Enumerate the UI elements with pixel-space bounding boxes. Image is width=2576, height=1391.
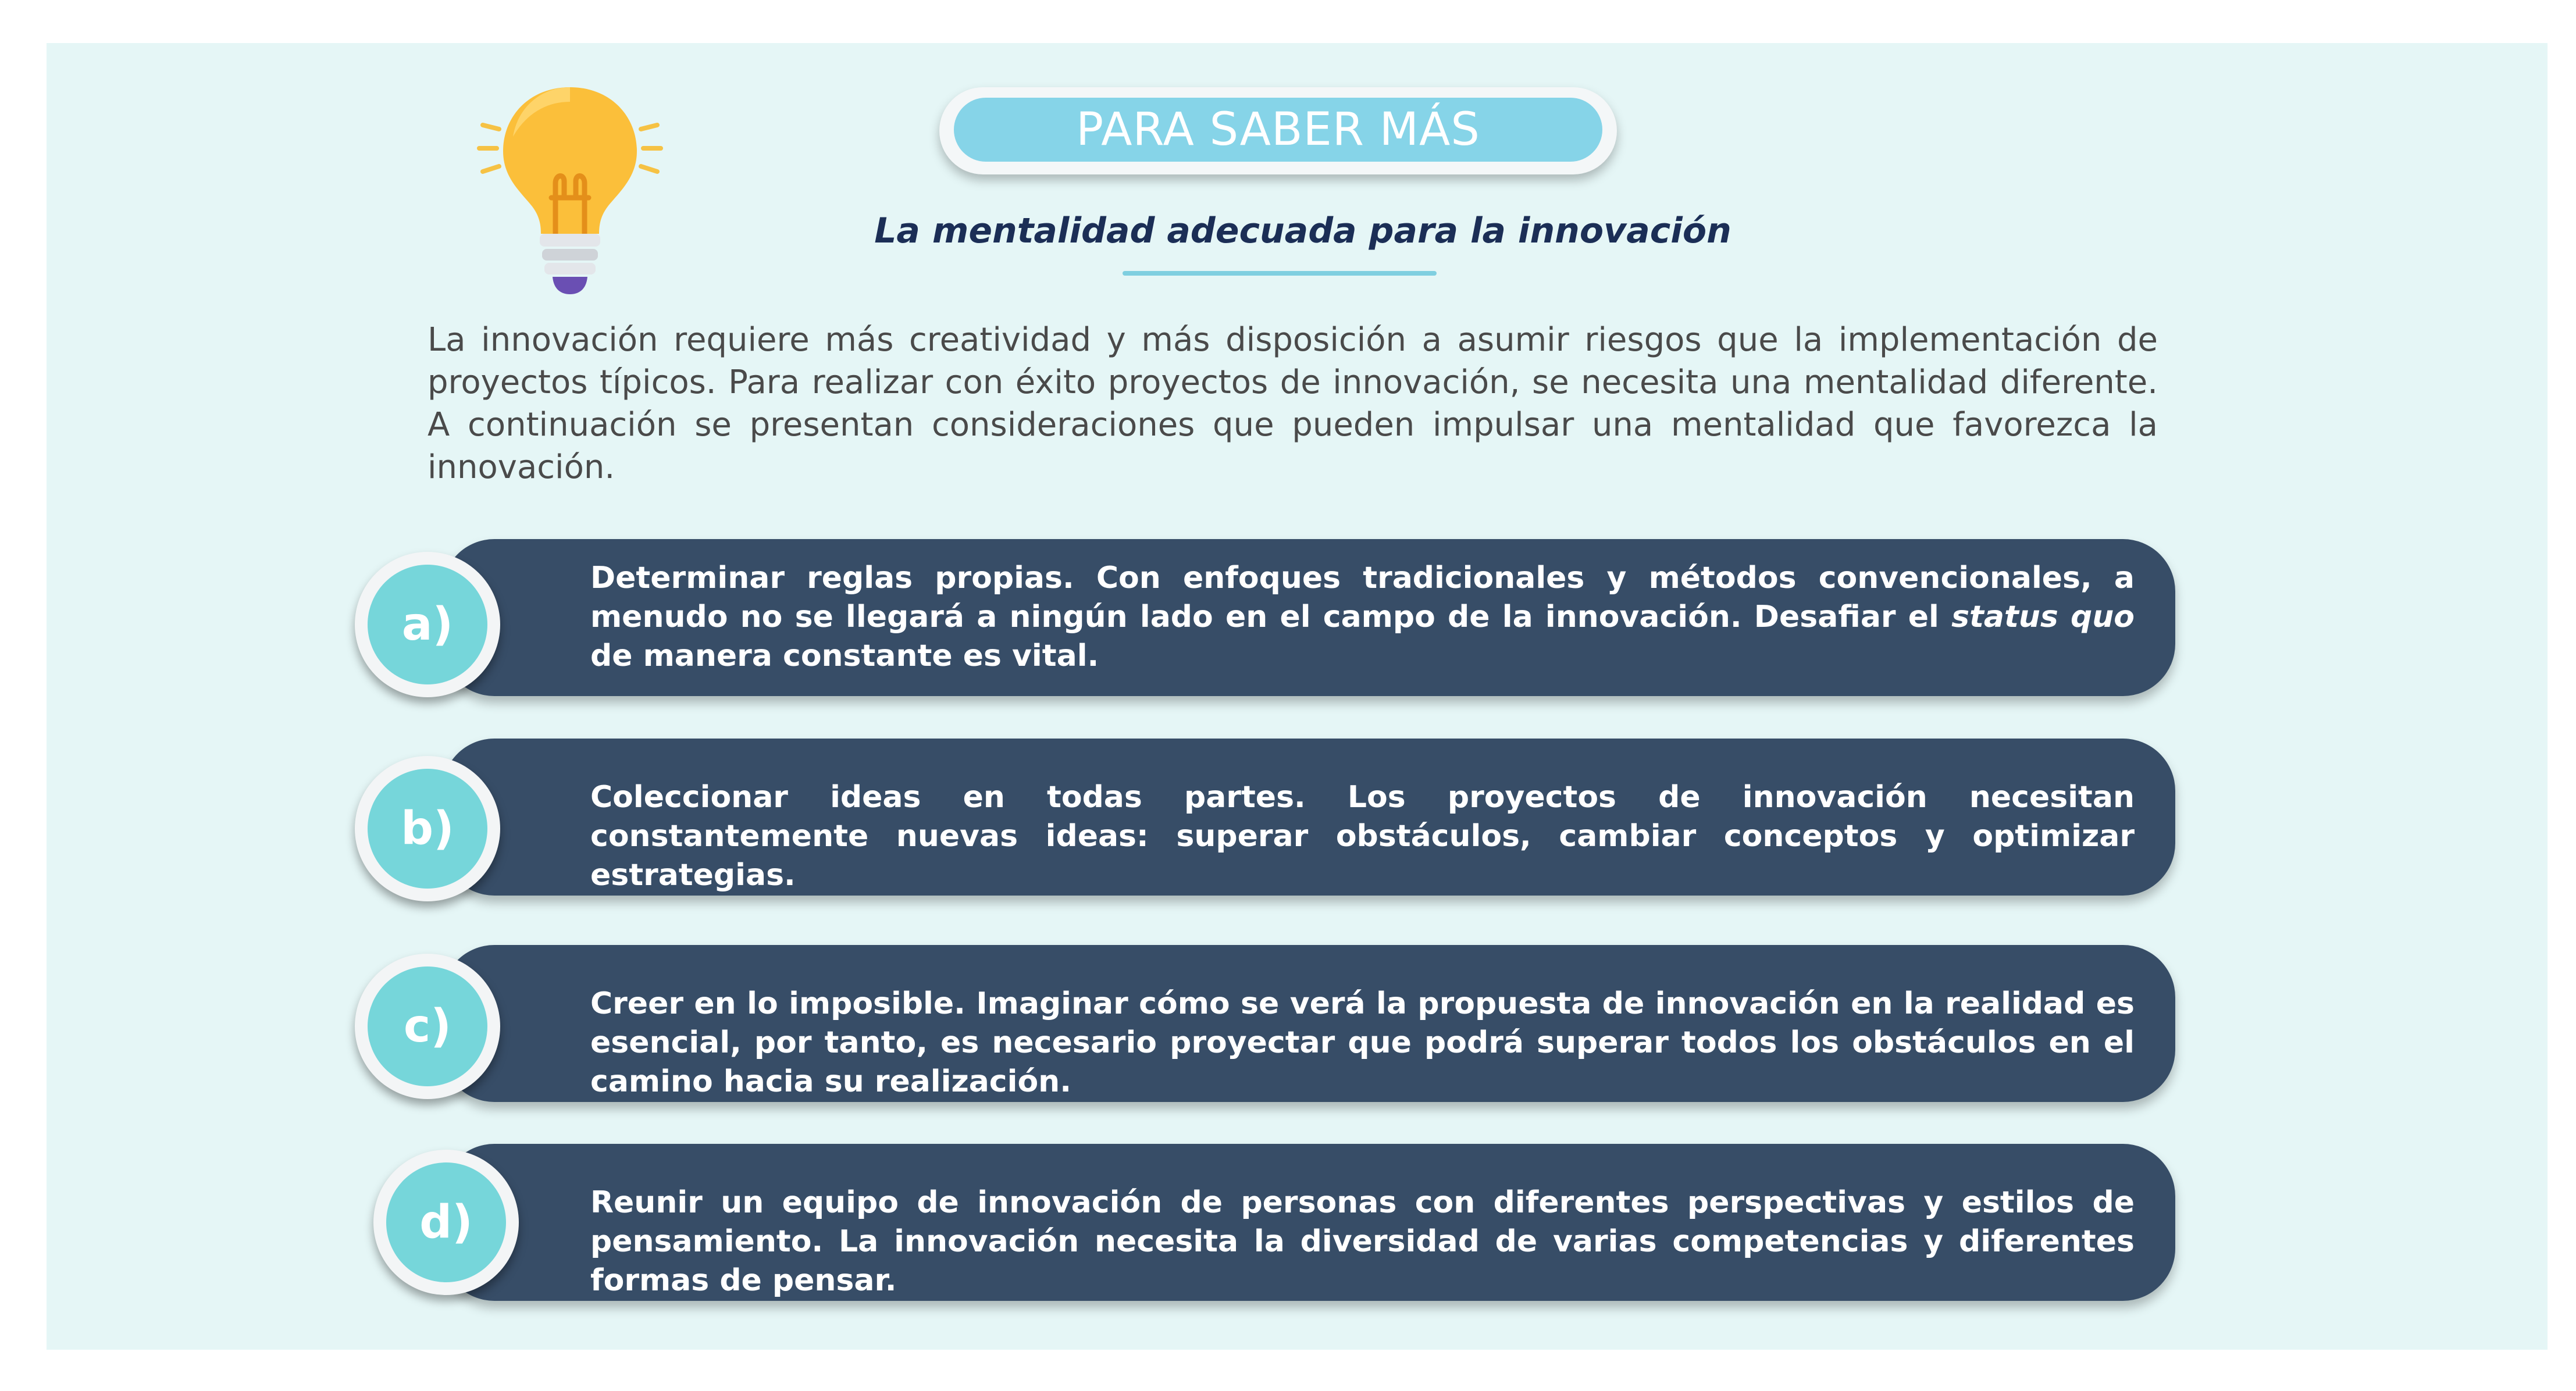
item-badge: d) (386, 1162, 506, 1282)
badge-ring (355, 954, 500, 1099)
badge-ring (355, 756, 500, 901)
item-text: Creer en lo imposible. Imaginar cómo se verá la propuesta de innovación en la realidad es esencial, por tanto, es necesario proyectar que podrá superar todos los obstáculos en el camino hacia su realización. (590, 986, 2135, 1099)
item-text: Coleccionar ideas en todas partes. Los proyectos de innovación necesitan constantemente nuevas ideas: superar obstáculos, cambiar conceptos y optimizar estrategias. (590, 780, 2135, 893)
item-badge: c) (368, 966, 487, 1086)
list-item (361, 539, 2175, 696)
item-badge: b) (368, 769, 487, 889)
badge-ring (355, 552, 500, 697)
italic-term: status quo (1951, 600, 2135, 634)
badge-ring (373, 1150, 519, 1295)
light-bulb-icon (471, 81, 669, 302)
subtitle: La mentalidad adecuada para la innovación (874, 211, 1731, 251)
subtitle-underline (1123, 271, 1437, 276)
item-badge: a) (368, 565, 487, 684)
intro-paragraph: La innovación requiere más creatividad y más disposición a asumir riesgos que la implementación de proyectos típicos. Para realizar con éxito proyectos de innovación, se necesita una mentalidad diferente. A continuación se presentan consideraciones que pueden impulsar una mentalidad que favorezca la innovación. (427, 321, 2158, 486)
item-text: Reunir un equipo de innovación de personas con diferentes perspectivas y estilos de pensamiento. La innovación necesita la diversidad de varias competencias y diferentes formas de pensar. (590, 1185, 2135, 1298)
list-item (361, 739, 2175, 896)
list-item (361, 945, 2175, 1102)
page-title: PARA SABER MÁS (954, 98, 1602, 162)
item-text: Determinar reglas propias. Con enfoques tradicionales y métodos convencionales, a menudo no se llegará a ningún lado en el campo de la innovación. Desafiar el status quo de manera constante es vital. (590, 561, 2135, 673)
list-item (361, 1144, 2175, 1301)
